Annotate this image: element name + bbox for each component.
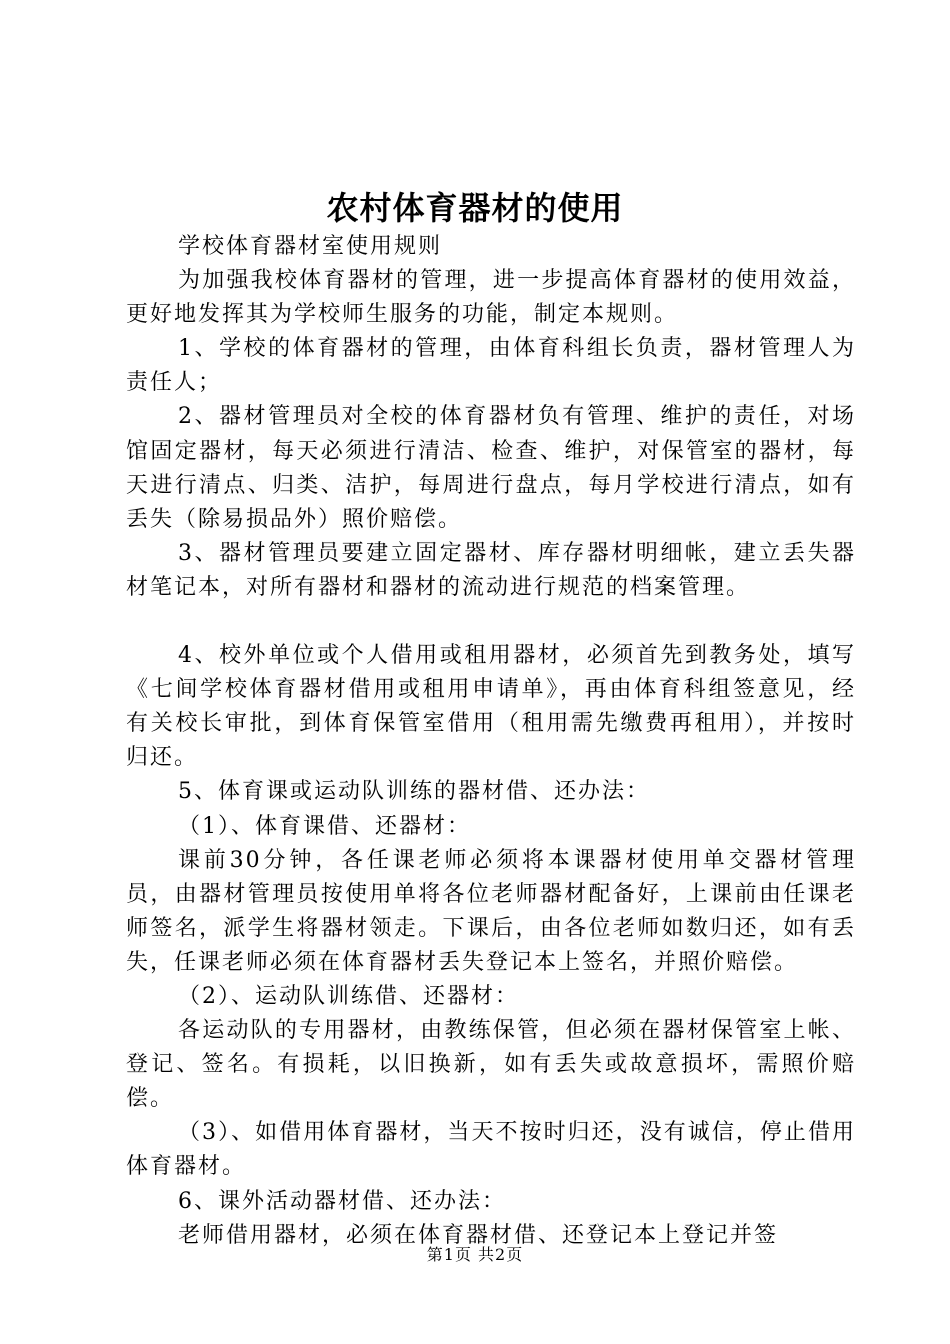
- document-title: 农村体育器材的使用: [326, 189, 624, 227]
- paragraph-rule-5-1: （1）、体育课借、还器材：: [178, 813, 471, 839]
- paragraph-rule-6: 6、课外活动器材借、还办法：: [178, 1188, 506, 1214]
- paragraph-rule-4: 4、校外单位或个人借用或租用器材，必须首先到教务处，填写《七间学校体育器材借用或租用申请单》，再由体育科组签意见，经有关校长审批，到体育保管室借用（租用需先缴费再租用），并按时归还。: [126, 643, 856, 771]
- paragraph-rule-5: 5、体育课或运动队训练的器材借、还办法：: [178, 779, 650, 805]
- paragraph-rule-5-3: （3）、如借用体育器材，当天不按时归还，没有诚信，停止借用体育器材。: [126, 1120, 856, 1180]
- paragraph-rule-5-2-detail: 各运动队的专用器材，由教练保管，但必须在器材保管室上帐、登记、签名。有损耗，以旧换新，如有丢失或故意损坏，需照价赔偿。: [126, 1018, 856, 1112]
- paragraph-heading: 学校体育器材室使用规则: [178, 234, 443, 259]
- paragraph-rule-3: 3、器材管理员要建立固定器材、库存器材明细帐，建立丢失器材笔记本，对所有器材和器材的流动进行规范的档案管理。: [126, 540, 856, 600]
- paragraph-rule-1: 1、学校的体育器材的管理，由体育科组长负责，器材管理人为责任人；: [126, 336, 856, 396]
- paragraph-rule-2: 2、器材管理员对全校的体育器材负有管理、维护的责任，对场馆固定器材，每天必须进行清洁、检查、维护，对保管室的器材，每天进行清点、归类、洁护，每周进行盘点，每月学校进行清点，如有丢失（除易损品外）照价赔偿。: [126, 404, 856, 532]
- paragraph-rule-6-detail: 老师借用器材，必须在体育器材借、还登记本上登记并签: [178, 1222, 779, 1248]
- paragraph-intro: 为加强我校体育器材的管理，进一步提高体育器材的使用效益，更好地发挥其为学校师生服务的功能，制定本规则。: [126, 268, 856, 328]
- paragraph-rule-5-2: （2）、运动队训练借、还器材：: [178, 983, 519, 1009]
- paragraph-rule-5-1-detail: 课前30分钟，各任课老师必须将本课器材使用单交器材管理员，由器材管理员按使用单将各位老师器材配备好，上课前由任课老师签名，派学生将器材领走。下课后，由各位老师如数归还，如有丢失，任课老师必须在体育器材丢失登记本上签名，并照价赔偿。: [126, 847, 856, 975]
- page-number-footer: 第1页 共2页: [426, 1245, 524, 1264]
- document-body: [126, 230, 856, 1253]
